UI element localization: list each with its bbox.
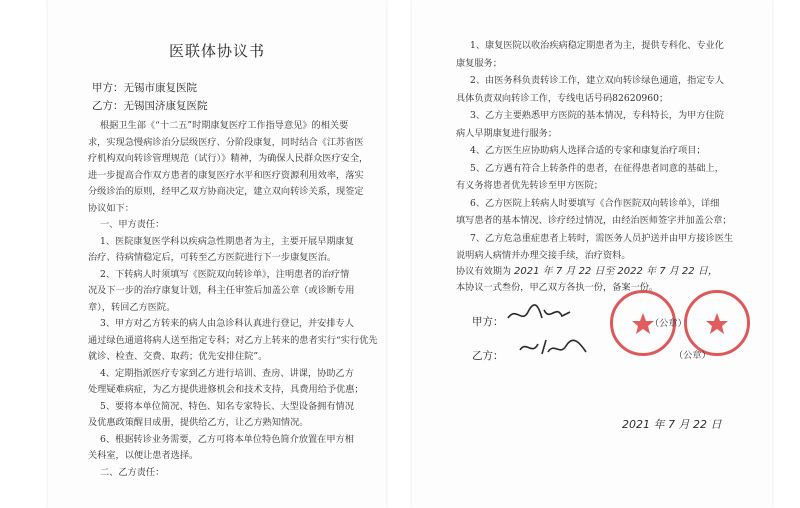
right-body-line: 说明病人病情并办理交接手续，治疗资料。 <box>456 250 631 261</box>
right-body-line: 具体负责双向转诊工作，专线电话号码82620960； <box>456 92 669 104</box>
party-b-signature <box>516 334 596 362</box>
seal-note-a: （公章） <box>650 318 687 329</box>
right-body-line: 7、乙方危急重症患者上转时，需医务人员护送并由甲方接诊医生 <box>470 232 734 244</box>
left-body-line: 进一步提高合作双方患者的康复医疗水平和医疗资源利用效率，落实 <box>88 169 364 181</box>
party-b-stamp <box>684 290 750 356</box>
right-body-line: 5、乙方遇有符合上转条件的患者，在征得患者同意的基础上， <box>470 162 724 174</box>
left-body-line: 6、根据转诊业务需要，乙方可将本单位特色简介放置在甲方相 <box>100 433 354 445</box>
left-body-line: 通过绿色通道将病人送至指定专科；对乙方上转来的患者实行“实行优先 <box>88 334 378 346</box>
right-body-line: 有义务将患者优先转诊至甲方医院； <box>456 180 603 191</box>
copies-line: 本协议一式叁份，甲乙双方各执一份，备案一份。 <box>456 282 659 293</box>
right-body-line: 填写患者的基本情况、诊疗经过情况，由经治医师签字并加盖公章； <box>456 215 732 226</box>
party-a-signature <box>504 300 574 328</box>
left-body-line: 二、乙方责任： <box>100 466 165 478</box>
left-body-line: 疗机构双向转诊管理规范（试行）》精神，为确保人民群众医疗安全， <box>88 153 369 164</box>
party-a-sign-label: 甲方： <box>472 316 504 328</box>
left-body-line: 关科室，以便让患者选择。 <box>88 450 199 461</box>
validity-prefix: 协议有效期为 <box>456 266 512 277</box>
right-body-line: 2、由医务科负责转诊工作，建立双向转诊绿色通道，指定专人 <box>470 75 724 86</box>
right-document-page <box>412 0 772 508</box>
left-body-line: 治疗、待病情稳定后，可转至乙方医院进行下一步康复医治。 <box>88 252 337 263</box>
validity-line <box>456 266 718 278</box>
left-document-page <box>48 0 386 508</box>
right-body-line: 1、康复医院以收治疾病稳定期患者为主，提供专科化、专业化 <box>470 40 724 51</box>
party-a-line: 甲方：无锡市康复医院 <box>92 82 197 94</box>
left-body-line: 章），转回乙方医院。 <box>88 301 176 313</box>
left-body-line: 3、甲方对乙方转来的病人由急诊科认真进行登记，并安排专人 <box>100 318 354 329</box>
party-b-line: 乙方：无锡国济康复医院 <box>92 100 208 112</box>
left-body-line: 2、下转病人时须填写《医院双向转诊单》，注明患者的治疗情 <box>100 268 350 280</box>
left-body-line: 况及下一步的治疗康复计划，科主任审签后加盖公章（或诊断专用 <box>88 285 355 296</box>
left-body-line: 及优惠政策醒目成册，提供给乙方，让乙方熟知情况。 <box>88 417 309 428</box>
document-title: 医联体协议书 <box>168 42 265 60</box>
right-body-line: 6、乙方医院上转病人时要填写《合作医院双向转诊单》，详细 <box>470 197 720 209</box>
left-body-line: 协议如下： <box>88 202 134 214</box>
signing-date: 2021 年 7 月 22 日 <box>622 418 722 431</box>
seal-note-b: （公章） <box>674 350 711 361</box>
left-body-line: 根据卫生部《“十二五”时期康复医疗工作指导意见》的相关要 <box>100 120 349 131</box>
validity-to: 2022 年 7 月 22 日， <box>617 266 718 277</box>
left-body-line: 处理疑难病症，为乙方提供进修机会和技术支持，具费用给予优惠； <box>88 384 364 395</box>
left-body-line: 分级诊治的原则，经甲乙双方协商决定，建立双向转诊关系，现签定 <box>88 186 364 197</box>
right-body-line: 病人早期康复进行服务； <box>456 127 558 139</box>
validity-from: 2021 年 7 月 22 日至 <box>514 266 615 277</box>
left-body-line: 4、定期指派医疗专家到乙方进行培训、查房、讲课，协助乙方 <box>100 367 354 379</box>
left-body-line: 5、要将本单位简况、特色、知名专家特长、大型设备拥有情况 <box>100 400 354 412</box>
left-body-line: 就诊、检查、交费、取药；优先安排住院”。 <box>88 351 268 362</box>
party-b-sign-label: 乙方： <box>472 350 504 362</box>
right-body-line: 3、乙方主要熟悉甲方医院的基本情况，专科特长，为甲方住院 <box>470 110 724 121</box>
right-body-line: 康复服务； <box>456 57 502 69</box>
left-body-line: 一、甲方责任： <box>100 219 165 230</box>
left-body-line: 求，实现急慢病诊治分层级医疗、分阶段康复，同时结合《江苏省医 <box>88 136 364 148</box>
right-body-line: 4、乙方医生应协助病人选择合适的专家和康复治疗项目； <box>470 145 706 156</box>
left-body-line: 1、医院康复医学科以疾病急性期患者为主，主要开展早期康复 <box>100 235 354 247</box>
